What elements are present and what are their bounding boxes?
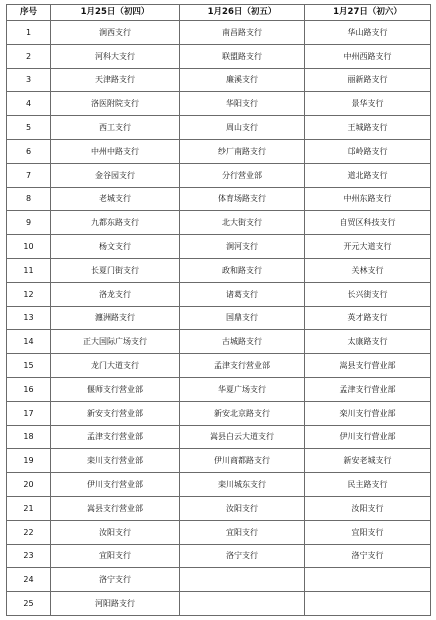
cell-day-2: 新安北京路支行 (180, 401, 305, 425)
cell-day-1: 杨文支行 (51, 235, 180, 259)
table-row (7, 354, 431, 378)
cell-index: 8 (7, 187, 51, 211)
table-row (7, 401, 431, 425)
cell-index: 15 (7, 354, 51, 378)
cell-index: 18 (7, 425, 51, 449)
cell-index: 17 (7, 401, 51, 425)
cell-day-1: 伊川支行营业部 (51, 473, 180, 497)
cell-index: 11 (7, 258, 51, 282)
cell-day-1: 新安支行营业部 (51, 401, 180, 425)
cell-day-2: 孟津支行营业部 (180, 354, 305, 378)
schedule-table (6, 4, 431, 616)
table-row (7, 449, 431, 473)
cell-index: 3 (7, 68, 51, 92)
cell-day-3: 邙岭路支行 (305, 139, 431, 163)
cell-day-3: 洛宁支行 (305, 544, 431, 568)
cell-day-2: 联盟路支行 (180, 44, 305, 68)
table-row (7, 544, 431, 568)
cell-day-2: 周山支行 (180, 116, 305, 140)
cell-index: 1 (7, 21, 51, 45)
cell-day-1: 正大国际广场支行 (51, 330, 180, 354)
cell-index: 2 (7, 44, 51, 68)
cell-day-1: 汝阳支行 (51, 520, 180, 544)
cell-day-1: 宜阳支行 (51, 544, 180, 568)
cell-index: 13 (7, 306, 51, 330)
cell-day-2: 体育场路支行 (180, 187, 305, 211)
cell-day-3: 自贸区科技支行 (305, 211, 431, 235)
table-body (7, 21, 431, 616)
cell-day-2: 宜阳支行 (180, 520, 305, 544)
cell-index: 25 (7, 592, 51, 616)
header-row (7, 5, 431, 21)
table-row (7, 235, 431, 259)
cell-index: 20 (7, 473, 51, 497)
table-row (7, 21, 431, 45)
table-row (7, 330, 431, 354)
table-header (7, 5, 431, 21)
cell-day-2: 古城路支行 (180, 330, 305, 354)
cell-day-3: 景华支行 (305, 92, 431, 116)
cell-day-1: 洛龙支行 (51, 282, 180, 306)
cell-day-2: 汝阳支行 (180, 496, 305, 520)
cell-day-3: 华山路支行 (305, 21, 431, 45)
cell-day-2: 北大街支行 (180, 211, 305, 235)
cell-day-3: 宜阳支行 (305, 520, 431, 544)
cell-day-1: 瀍洲路支行 (51, 306, 180, 330)
cell-index: 16 (7, 377, 51, 401)
cell-day-2: 南昌路支行 (180, 21, 305, 45)
cell-day-3: 汝阳支行 (305, 496, 431, 520)
cell-day-1: 河阳路支行 (51, 592, 180, 616)
table-row (7, 44, 431, 68)
cell-day-3: 栾川支行营业部 (305, 401, 431, 425)
table-row (7, 116, 431, 140)
cell-day-1: 孟津支行营业部 (51, 425, 180, 449)
cell-day-3: 道北路支行 (305, 163, 431, 187)
table-row (7, 139, 431, 163)
cell-day-2: 涧河支行 (180, 235, 305, 259)
header-day-1: 1月25日（初四） (51, 5, 180, 21)
cell-day-2: 国鼎支行 (180, 306, 305, 330)
cell-day-1: 中州中路支行 (51, 139, 180, 163)
cell-day-3: 中州东路支行 (305, 187, 431, 211)
cell-day-3: 嵩县支行营业部 (305, 354, 431, 378)
table-row (7, 163, 431, 187)
cell-day-1: 涧西支行 (51, 21, 180, 45)
table-row (7, 568, 431, 592)
table-row (7, 187, 431, 211)
cell-day-2: 华阳支行 (180, 92, 305, 116)
cell-day-1: 洛医附院支行 (51, 92, 180, 116)
cell-day-3: 民主路支行 (305, 473, 431, 497)
cell-day-1: 龙门大道支行 (51, 354, 180, 378)
table-row (7, 496, 431, 520)
table-row (7, 282, 431, 306)
cell-day-1: 长夏门街支行 (51, 258, 180, 282)
cell-day-2 (180, 592, 305, 616)
cell-day-1: 金谷园支行 (51, 163, 180, 187)
table-row (7, 68, 431, 92)
cell-day-3: 王城路支行 (305, 116, 431, 140)
cell-day-1: 天津路支行 (51, 68, 180, 92)
cell-day-1: 栾川支行营业部 (51, 449, 180, 473)
cell-day-3 (305, 592, 431, 616)
cell-day-3: 中州西路支行 (305, 44, 431, 68)
header-index: 序号 (7, 5, 51, 21)
cell-day-3 (305, 568, 431, 592)
table-row (7, 520, 431, 544)
table-row (7, 425, 431, 449)
table-row (7, 592, 431, 616)
cell-day-2: 诸葛支行 (180, 282, 305, 306)
cell-day-2 (180, 568, 305, 592)
table-row (7, 473, 431, 497)
table-row (7, 92, 431, 116)
cell-index: 24 (7, 568, 51, 592)
cell-day-1: 西工支行 (51, 116, 180, 140)
cell-day-2: 华夏广场支行 (180, 377, 305, 401)
cell-index: 19 (7, 449, 51, 473)
cell-day-2: 廉溪支行 (180, 68, 305, 92)
cell-day-1: 河科大支行 (51, 44, 180, 68)
cell-index: 6 (7, 139, 51, 163)
cell-day-3: 长兴街支行 (305, 282, 431, 306)
table-row (7, 377, 431, 401)
cell-day-2: 栾川城东支行 (180, 473, 305, 497)
cell-day-2: 分行营业部 (180, 163, 305, 187)
cell-index: 21 (7, 496, 51, 520)
cell-day-3: 新安老城支行 (305, 449, 431, 473)
cell-index: 10 (7, 235, 51, 259)
cell-day-3: 开元大道支行 (305, 235, 431, 259)
cell-index: 9 (7, 211, 51, 235)
cell-day-3: 太康路支行 (305, 330, 431, 354)
cell-index: 12 (7, 282, 51, 306)
cell-day-3: 伊川支行营业部 (305, 425, 431, 449)
table-row (7, 211, 431, 235)
cell-day-2: 政和路支行 (180, 258, 305, 282)
table-row (7, 258, 431, 282)
cell-day-1: 嵩县支行营业部 (51, 496, 180, 520)
cell-day-1: 洛宁支行 (51, 568, 180, 592)
cell-day-1: 偃师支行营业部 (51, 377, 180, 401)
cell-day-1: 九都东路支行 (51, 211, 180, 235)
table-row (7, 306, 431, 330)
cell-index: 14 (7, 330, 51, 354)
cell-day-2: 纱厂南路支行 (180, 139, 305, 163)
cell-index: 4 (7, 92, 51, 116)
cell-index: 22 (7, 520, 51, 544)
cell-index: 5 (7, 116, 51, 140)
cell-day-2: 洛宁支行 (180, 544, 305, 568)
cell-day-2: 嵩县白云大道支行 (180, 425, 305, 449)
cell-day-3: 关林支行 (305, 258, 431, 282)
header-day-2: 1月26日（初五） (180, 5, 305, 21)
cell-day-3: 英才路支行 (305, 306, 431, 330)
cell-day-2: 伊川商都路支行 (180, 449, 305, 473)
cell-day-1: 老城支行 (51, 187, 180, 211)
cell-index: 7 (7, 163, 51, 187)
cell-day-3: 丽新路支行 (305, 68, 431, 92)
cell-day-3: 孟津支行营业部 (305, 377, 431, 401)
cell-index: 23 (7, 544, 51, 568)
header-day-3: 1月27日（初六） (305, 5, 431, 21)
